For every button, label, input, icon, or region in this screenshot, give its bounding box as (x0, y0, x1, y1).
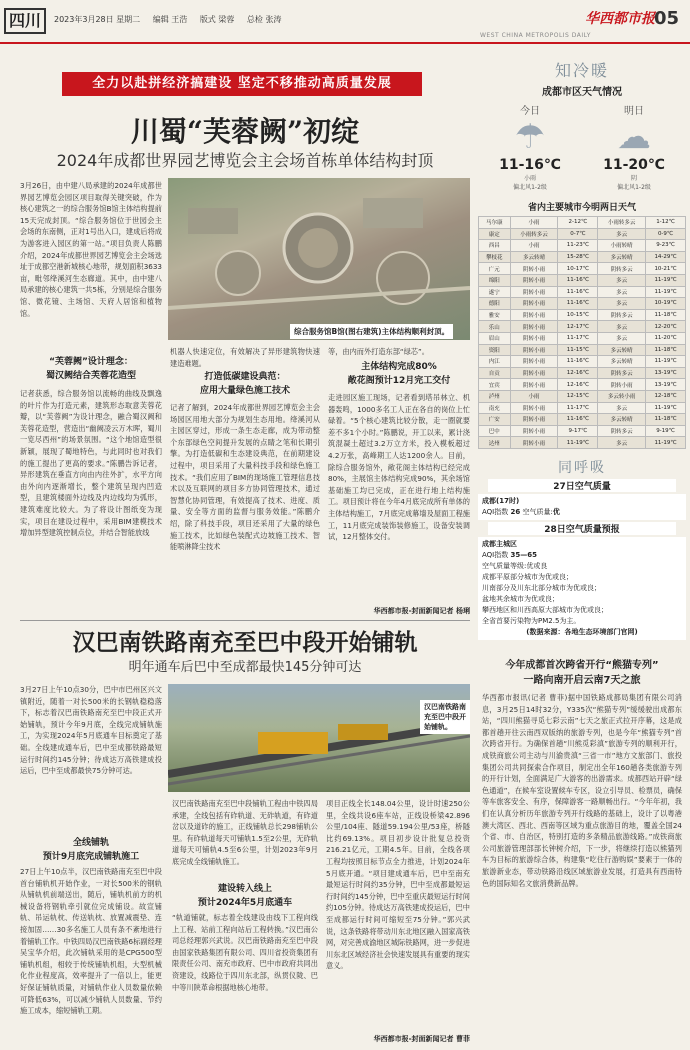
city-weather-cell: 多云 (598, 332, 646, 344)
city-weather-cell: 10-15℃ (558, 309, 598, 321)
city-weather-cell: 多云 (598, 286, 646, 298)
today-label: 今日 (520, 106, 540, 117)
city-weather-cell: 攀枝花 (479, 251, 511, 263)
city-weather-cell: 阴转多云 (598, 309, 646, 321)
city-weather-cell: 12-16℃ (558, 367, 598, 379)
city-weather-cell: 多云 (598, 298, 646, 310)
panda-train-body: 华西都市报讯(记者 曹菲)据中国铁路成都局集团有限公司消息，3月25日14时32分，Y335次“熊猫专列”缓缓驶出成都东站，“四川熊猫寻觅七彩云南”七天之旅正式拉开序幕，这是成都首趟开往云南西双版纳的旅游专列，也是今年“熊猫专列”首次跨省开行。为确保首趟“川熊觅彩滇”旅游专列的顺利开行，成铁商旅公司主动与川渝贵滇“三省一市”地方文旅部门、旅投集团公司共同探索合作项目，制定出全年160趟各类旅游专列的开行计划，全面满足广大游客的出游需求。成都西站开辟“绿色通道”，在候车室设置候车专区，设立引导员、检票员，确保等车旅客安全、有序，保障游客一路顺畅出行。“今年年初，我们在认真分析历年旅游专列开行线路的基础上，设计了以粤港澳大湾区、西北、西南等区域为重点旅游目的地，覆盖全国24个省、市、自治区，特别打造的多条精品旅游线路。”成铁商旅公司旅游管理部部长钟树介绍，下一步，将继续打造以熊猫列车为目标的旅游综合体，构建集“吃住行游购娱”要素于一体的旅游新业态，带动铁路沿线区域旅游业发展，打造具有西南特色的国际知名文旅消费新品牌。 (482, 693, 682, 888)
tomorrow-label: 明日 (624, 106, 644, 117)
city-weather-row (479, 425, 686, 437)
city-weather-cell: 15-28℃ (558, 251, 598, 263)
city-weather-cell: 2-12℃ (558, 217, 598, 229)
city-weather-row (479, 251, 686, 263)
city-weather-cell: 阴转小雨 (510, 379, 558, 391)
city-weather-row (479, 286, 686, 298)
city-weather-cell: 12-17℃ (558, 321, 598, 333)
city-weather-cell: 阴转多云 (598, 425, 646, 437)
city-weather-cell: 阴转小雨 (510, 332, 558, 344)
province-weather-title: 省内主要城市今明两日天气 (527, 203, 636, 213)
city-weather-cell: 11-17℃ (558, 332, 598, 344)
city-weather-cell: 乐山 (479, 321, 511, 333)
forecast-days (478, 102, 686, 197)
city-weather-row (479, 390, 686, 402)
section-divider (20, 620, 470, 621)
story2-photo-caption: 汉巴南铁路南充至巴中段开始铺轨。 (420, 700, 470, 734)
header-meta (54, 14, 291, 25)
city-weather-cell: 阴转小雨 (510, 414, 558, 426)
city-weather-row (479, 309, 686, 321)
aq-fc-grade: 空气质量等级:优或良 (482, 561, 548, 570)
city-weather-cell: 阴转小雨 (510, 274, 558, 286)
story1-lead: 3月26日，由中建八局承建的2024年成都世界园艺博览会园区项目取得关键突破，作为核心建筑之一的综合服务馆B馆主体结构提前15天完成封顶。“综合服务馆位于世园会主会场的东南侧，正对1号出入口，建成后将成为游客进入园区的第一站。”项目负责人陈鹏介绍，2024年成都世界园艺博览会主会场选址于成都空港新城核心地带，规划面积3633亩，毗邻绛溪河生态廊道。其中，由中建八局承建的核心建筑一共5栋，分别是综合服务馆、微花镜、主场馆、天府人居馆和植物馆。 (20, 181, 162, 318)
air-quality-subtitle: 27日空气质量 (488, 479, 676, 492)
city-weather-cell: 资阳 (479, 344, 511, 356)
city-weather-cell: 遂宁 (479, 286, 511, 298)
city-weather-cell: 达州 (479, 437, 511, 449)
city-weather-cell: 10-21℃ (646, 263, 686, 275)
city-weather-cell: 多云 (598, 321, 646, 333)
city-weather-cell: 泸州 (479, 390, 511, 402)
city-weather-row (479, 240, 686, 252)
aq-source: (数据来源：各地生态环境部门官网) (526, 627, 638, 636)
city-weather-cell: 多云转晴 (598, 344, 646, 356)
story2-subhead-opening (172, 882, 318, 910)
tomorrow-desc: 阴 (630, 175, 637, 182)
aq-grade: 优 (552, 507, 560, 516)
story2-col2: 汉巴南铁路南充至巴中段铺轨工程由中铁四局承建，全线包括有砟轨道、无砟轨道，有砟道岔以及道砟的施工，正线铺轨总长298铺轨公里。有砟轨道每天可铺轨1.5至2公里，无砟轨道每天可铺轨4.5至6公里，计划2023年9月底完成全线铺轨施工。 (172, 799, 318, 866)
today-temp: 11-16℃ (499, 157, 561, 173)
city-weather-cell: 9-19℃ (646, 425, 686, 437)
city-weather-cell: 多云 (598, 437, 646, 449)
aq-fc-note: 成都平原部分城市为优或良； (482, 572, 573, 581)
city-weather-cell: 12-18℃ (646, 390, 686, 402)
city-weather-cell: 9-17℃ (558, 425, 598, 437)
air-quality-today (478, 494, 686, 520)
city-weather-cell: 绵阳 (479, 274, 511, 286)
weather-column (478, 58, 686, 648)
city-weather-row (479, 274, 686, 286)
city-weather-cell: 11-16℃ (558, 274, 598, 286)
city-weather-cell: 小雨转多云 (598, 217, 646, 229)
city-weather-cell: 9-23℃ (646, 240, 686, 252)
city-weather-row (479, 321, 686, 333)
tomorrow-temp: 11-20℃ (603, 157, 665, 173)
city-weather-cell: 马尔康 (479, 217, 511, 229)
story2-subheadline: 明年通车后巴中至成都最快145分钟可达 (128, 660, 362, 675)
tomorrow-wind: 偏北风1-2级 (617, 184, 651, 191)
weather-subtitle: 成都市区天气情况 (542, 87, 622, 98)
city-weather-cell: 阴转多云 (598, 367, 646, 379)
city-weather-cell: 11-17℃ (558, 402, 598, 414)
english-masthead: WEST CHINA METROPOLIS DAILY (480, 32, 591, 39)
story2-col3: 项目正线全长148.04公里，设计时速250公里，全线共设6座车站，正线设桥梁42.896公里/104座、隧道59.194公里/53座，桥隧比约69.13%。项目初步设计批复总投资216.21亿元，工期4.5年。目前，全线各项工程均按照目标节点全力推进，计划2024年5月底开通。“项目建成通车后，巴中至南充最短运行时间约35分钟，巴中至成都最短运行时间约145分钟，巴中至重庆最短运行时间约105分钟。待成达万高铁建成投运后，巴中至成都运行时间可缩短至75分钟。”郭兴武说，这条铁路将带动川东北地区融入国家高铁网，对完善成渝地区城际铁路网，进一步促进川东北区域经济社会快速发展具有重要的现实意义。 (326, 799, 470, 971)
city-weather-row (479, 344, 686, 356)
today-wind: 偏北风1-2级 (513, 184, 547, 191)
city-weather-cell: 11-19℃ (646, 402, 686, 414)
city-weather-cell: 11-16℃ (558, 286, 598, 298)
city-weather-cell: 宜宾 (479, 379, 511, 391)
air-quality-forecast (478, 537, 686, 640)
city-weather-cell: 11-19℃ (558, 437, 598, 449)
city-weather-cell: 阴转小雨 (510, 344, 558, 356)
story1-photo (168, 178, 470, 340)
city-weather-row (479, 437, 686, 449)
city-weather-cell: 小雨 (510, 390, 558, 402)
city-weather-cell: 11-23℃ (558, 240, 598, 252)
story2-headline: 汉巴南铁路南充至巴中段开始铺轨 (72, 629, 418, 656)
city-weather-cell: 德阳 (479, 298, 511, 310)
proofreader: 总检 张涛 (246, 15, 282, 24)
city-weather-cell: 南充 (479, 402, 511, 414)
section-label: 四川 (4, 8, 46, 34)
city-weather-cell: 阴转小雨 (598, 379, 646, 391)
construction-site-image (168, 178, 470, 340)
city-weather-cell: 多云转晴 (598, 414, 646, 426)
story1-subhead-progress (328, 360, 470, 388)
city-weather-cell: 0-9℃ (646, 228, 686, 240)
editor: 编辑 王浩 (152, 15, 188, 24)
story2-col1: 27日上午10点半，汉巴南铁路南充至巴中段首台铺轨机开始作业，一对长500米的钢轨从铺轨机前端送出，随后，铺轨机前方的机械设备将钢轨牵引就位完成铺设。故宣铺轨、吊运轨枕、传送轨枕、放置减震垫、连接加固……30多名施工人员有条不紊地进行着铺轨工作。中铁四局汉巴南铁路6标副经理吴宝华介绍，此次铺轨采用的是CPG500型铺轨机组，相较于传统铺轨机组，大型机械化作业程度高，效率提升了一倍以上，能更好保证铺轨质量，对铺轨作业人员数量依赖可降低63%，可以减少铺轨人员数量、节约施工成本，缩短铺轨工期。 (20, 867, 162, 1016)
city-weather-row (479, 379, 686, 391)
city-weather-cell: 内江 (479, 356, 511, 368)
panda-train-headline (482, 658, 682, 688)
page-number: 05 (654, 8, 680, 29)
city-weather-cell: 阴转小雨 (510, 298, 558, 310)
city-weather-cell: 11-19℃ (646, 286, 686, 298)
city-weather-cell: 12-20℃ (646, 321, 686, 333)
city-weather-cell: 多云 (598, 274, 646, 286)
city-weather-cell: 11-20℃ (646, 332, 686, 344)
story1-subheadline: 2024年成都世界园艺博览会主会场首栋单体结构封顶 (56, 151, 434, 170)
city-weather-cell: 眉山 (479, 332, 511, 344)
story1-col1: 记者获悉，综合服务馆以流畅的曲线及飘逸的叶片作为打造元素，建筑形态取意芙蓉花瓣，以“芙蓉阙”为设计理念，融合蜀汉阙和芙蓉花造型，营造出“幽阙凌云万木晖，蜀川一览尽西州”的场景氛围。“这个地馆造型很新颖，展现了蜀地特色，与此同时也对我们的施工提出了更高的要求。”陈鹏告诉记者，异形建筑在垂直方向由内往外扩，水平方向由外向内逐渐增长，整个建筑呈现内凹造型，且建筑楼面外边线及内边线均为弧形，建筑难度比较大。为了将设计图纸变为现实，项目在建设过程中，采用BIM建模技术增加异型建筑控制点位，并结合智能放线 (20, 389, 162, 538)
aq-grade-label: 空气质量: (522, 507, 553, 516)
city-weather-cell: 11-16℃ (558, 356, 598, 368)
subhead-text: “芙蓉阙”设计理念： 蜀汉阙结合芙蓉花造型 (45, 357, 136, 381)
story2-lead: 3月27日上午10点30分，巴中市巴州区兴文镇附近，随着一对长500米的长钢轨稳稳落下，标志着汉巴南铁路南充至巴中段正式开始铺轨，预计今年9月底，全线完成铺轨施工，为实现2024年5月底通车目标奠定了基础。全线建成通车后，巴中至成都铁路最短运行时间约145分钟；待成达万高铁建成投运后，巴中至成都最快75分钟可达。 (20, 685, 162, 776)
city-weather-cell: 阴转多云 (598, 263, 646, 275)
aqi-value: 26 (510, 507, 521, 516)
city-weather-cell: 11-15℃ (558, 344, 598, 356)
city-weather-row (479, 298, 686, 310)
city-weather-cell: 1-12℃ (646, 217, 686, 229)
city-weather-cell: 13-19℃ (646, 379, 686, 391)
city-weather-cell: 阴转小雨 (510, 356, 558, 368)
city-weather-cell: 11-18℃ (646, 344, 686, 356)
city-weather-cell: 多云转小雨 (598, 390, 646, 402)
city-weather-cell: 广元 (479, 263, 511, 275)
city-weather-cell: 12-16℃ (558, 379, 598, 391)
city-weather-cell: 11-19℃ (646, 356, 686, 368)
city-weather-row (479, 332, 686, 344)
story1-col2-top: 机器人快速定位，有效解决了异形建筑物快速建造难题。 (170, 347, 320, 368)
aq-fc-note: 全省首要污染物为PM2.5为主。 (482, 616, 581, 625)
subhead-text: 全线铺轨 预计9月底完成铺轨施工 (42, 838, 140, 862)
city-weather-row (479, 217, 686, 229)
city-weather-cell: 小雨 (510, 217, 558, 229)
city-weather-row (479, 263, 686, 275)
city-weather-cell: 小雨转晴 (598, 240, 646, 252)
issue-date: 2023年3月28日 星期二 (54, 15, 141, 24)
headline-text: 今年成都首次跨省开行“熊猫专列” 一路向南开启云南7天之旅 (505, 660, 659, 686)
aq-fc-aqi: 35—65 (510, 550, 537, 559)
aq-fc-aqi-label: AQI指数 (482, 550, 509, 559)
aq-fc-reading (482, 550, 682, 561)
city-weather-cell: 多云转晴 (510, 251, 558, 263)
city-weather-row (479, 414, 686, 426)
aq-forecast-title: 28日空气质量预报 (488, 522, 676, 535)
today-desc: 小雨 (523, 175, 536, 182)
story1-headline: 川蜀“芙蓉阙”初绽 (130, 115, 360, 148)
city-weather-cell: 广安 (479, 414, 511, 426)
city-weather-cell: 多云 (598, 402, 646, 414)
city-weather-cell: 阴转小雨 (510, 402, 558, 414)
city-weather-row (479, 402, 686, 414)
city-weather-cell: 小雨 (510, 240, 558, 252)
city-weather-cell: 11-19℃ (646, 437, 686, 449)
subhead-text: 建设转入线上 预计2024年5月底通车 (197, 884, 293, 908)
story2-subhead-tracklaying (20, 836, 162, 864)
city-weather-cell: 阴转小雨 (510, 263, 558, 275)
story1-byline: 华西都市报-封面新闻记者 杨琍 (373, 607, 470, 615)
story1-subhead-lowcarbon (170, 370, 320, 398)
city-weather-cell: 阴转小雨 (510, 437, 558, 449)
city-weather-cell: 多云 (598, 228, 646, 240)
city-weather-cell: 雅安 (479, 309, 511, 321)
city-weather-cell: 小雨转多云 (510, 228, 558, 240)
city-weather-cell: 康定 (479, 228, 511, 240)
weather-section-title: 知冷暖 (554, 61, 609, 80)
city-weather-cell: 11-18℃ (646, 309, 686, 321)
city-weather-cell: 巴中 (479, 425, 511, 437)
city-weather-cell: 西昌 (479, 240, 511, 252)
city-weather-cell: 阴转小雨 (510, 425, 558, 437)
city-weather-row (479, 367, 686, 379)
city-weather-cell: 10-17℃ (558, 263, 598, 275)
subhead-text: 打造低碳建设典范： 应用大量绿色施工技术 (199, 372, 290, 396)
city-weather-cell: 11-16℃ (558, 298, 598, 310)
city-weather-row (479, 228, 686, 240)
tomorrow-forecast (589, 102, 679, 197)
story2-col2b: “轨道铺就，标志着全线建设由线下工程向线上工程、站前工程向站后工程转换。”汉巴南公司总经理郭兴武说。汉巴南铁路南充至巴中段由国家铁路集团有限公司、四川省投资集团有限责任公司、南充市政府、巴中市政府共同出资建设，线路位于四川东北部，纵贯仪陇、巴中等川陕革命根据地核心地带。 (172, 913, 318, 992)
aq-reading (482, 507, 682, 518)
city-weather-cell: 11-18℃ (646, 414, 686, 426)
city-weather-cell: 多云转晴 (598, 356, 646, 368)
city-weather-cell: 10-19℃ (646, 298, 686, 310)
story1-col3-top: 等，由内而外打造东部“绿芯”。 (328, 347, 429, 356)
city-weather-cell: 阴转小雨 (510, 321, 558, 333)
city-weather-cell: 自贡 (479, 367, 511, 379)
story1-subhead-design (20, 355, 162, 383)
rain-cloud-icon: ☂ (514, 117, 546, 157)
page-header (0, 0, 690, 44)
city-weather-cell: 阴转小雨 (510, 286, 558, 298)
aqi-label: AQI指数 (482, 507, 509, 516)
city-weather-cell: 12-15℃ (558, 390, 598, 402)
city-weather-row (479, 356, 686, 368)
newspaper-logo: 华西都市报 (585, 11, 655, 27)
city-weather-cell: 13-19℃ (646, 367, 686, 379)
aq-fc-note: 川南部分及川东北部分城市为优或良； (482, 583, 601, 592)
aq-fc-area: 成都主城区 (482, 539, 517, 548)
city-weather-cell: 0-7℃ (558, 228, 598, 240)
story1-photo-caption: 综合服务馆B馆(图右建筑)主体结构顺利封顶。 (290, 324, 453, 339)
story1-col3: 走进园区施工现场，记者看到塔吊林立、机器轰鸣，1000多名工人正在各自的岗位上忙碌着。“5个核心建筑比较分散，走一圈就要差不多1个小时。”陈鹏说，开工以来，累计浇筑混凝土超过3.2万立方米，投入模板超过4.2万张，高峰期工人达1200余人。目前，除综合服务馆外，敞花阁主体结构已经完成80%，主展馆主体结构完成90%，其余场馆基础施工均已完成，正在进行地上结构施工。项目预计将在今年4月底完成所有单体的主体结构施工，7月底完成幕墙及屋面工程施工，11月底完成装饰装修施工，设备安装调试，12月整体交付。 (328, 393, 470, 542)
subhead-text: 主体结构完成80% 敞花阁预计12月完工交付 (347, 362, 451, 386)
today-forecast (485, 102, 575, 197)
city-weather-cell: 阴转小雨 (510, 367, 558, 379)
city-weather-cell: 多云转晴 (598, 251, 646, 263)
designer: 版式 梁蓉 (199, 15, 235, 24)
city-weather-cell: 14-29℃ (646, 251, 686, 263)
aq-city: 成都(17时) (482, 496, 520, 505)
aq-fc-note: 攀西地区和川西高原大部城市为优或良； (482, 605, 608, 614)
city-weather-cell: 11-19℃ (646, 274, 686, 286)
cloud-icon: ☁ (617, 117, 651, 157)
city-weather-cell: 11-16℃ (558, 414, 598, 426)
city-weather-cell: 阴转小雨 (510, 309, 558, 321)
story1-col2: 记者了解到，2024年成都世界园艺博览会主会场园区用地大部分为规划生态用地。绛溪河从主园区穿过，形成一条生态走廊，成为带动整个东部绿色空间提升发展的点睛之笔和长期引擎。为打造低碳和生态建设典范，在前期建设过程中，项目采用了大量科技手段和绿色施工技术。“我们应用了BIM的现场施工管理信息技术以及互联网的项目多方协同管理技术，通过智慧化协同管理，有效提高了技术、进度、质量、安全等方面的监督与服务效能。”陈鹏介绍，除了科技手段，项目还采用了大量的绿色施工技术，比如绿色装配式边坡施工技术、智能喷淋降尘技术 (170, 403, 320, 552)
story2-byline: 华西都市报-封面新闻记者 曹菲 (373, 1035, 470, 1043)
aq-fc-note: 盆地其余城市为优或良； (482, 594, 559, 603)
air-quality-section-title: 同呼吸 (558, 459, 606, 476)
city-weather-table (478, 216, 686, 449)
slogan-banner: 全力以赴拼经济搞建设 坚定不移推动高质量发展 (62, 72, 422, 96)
